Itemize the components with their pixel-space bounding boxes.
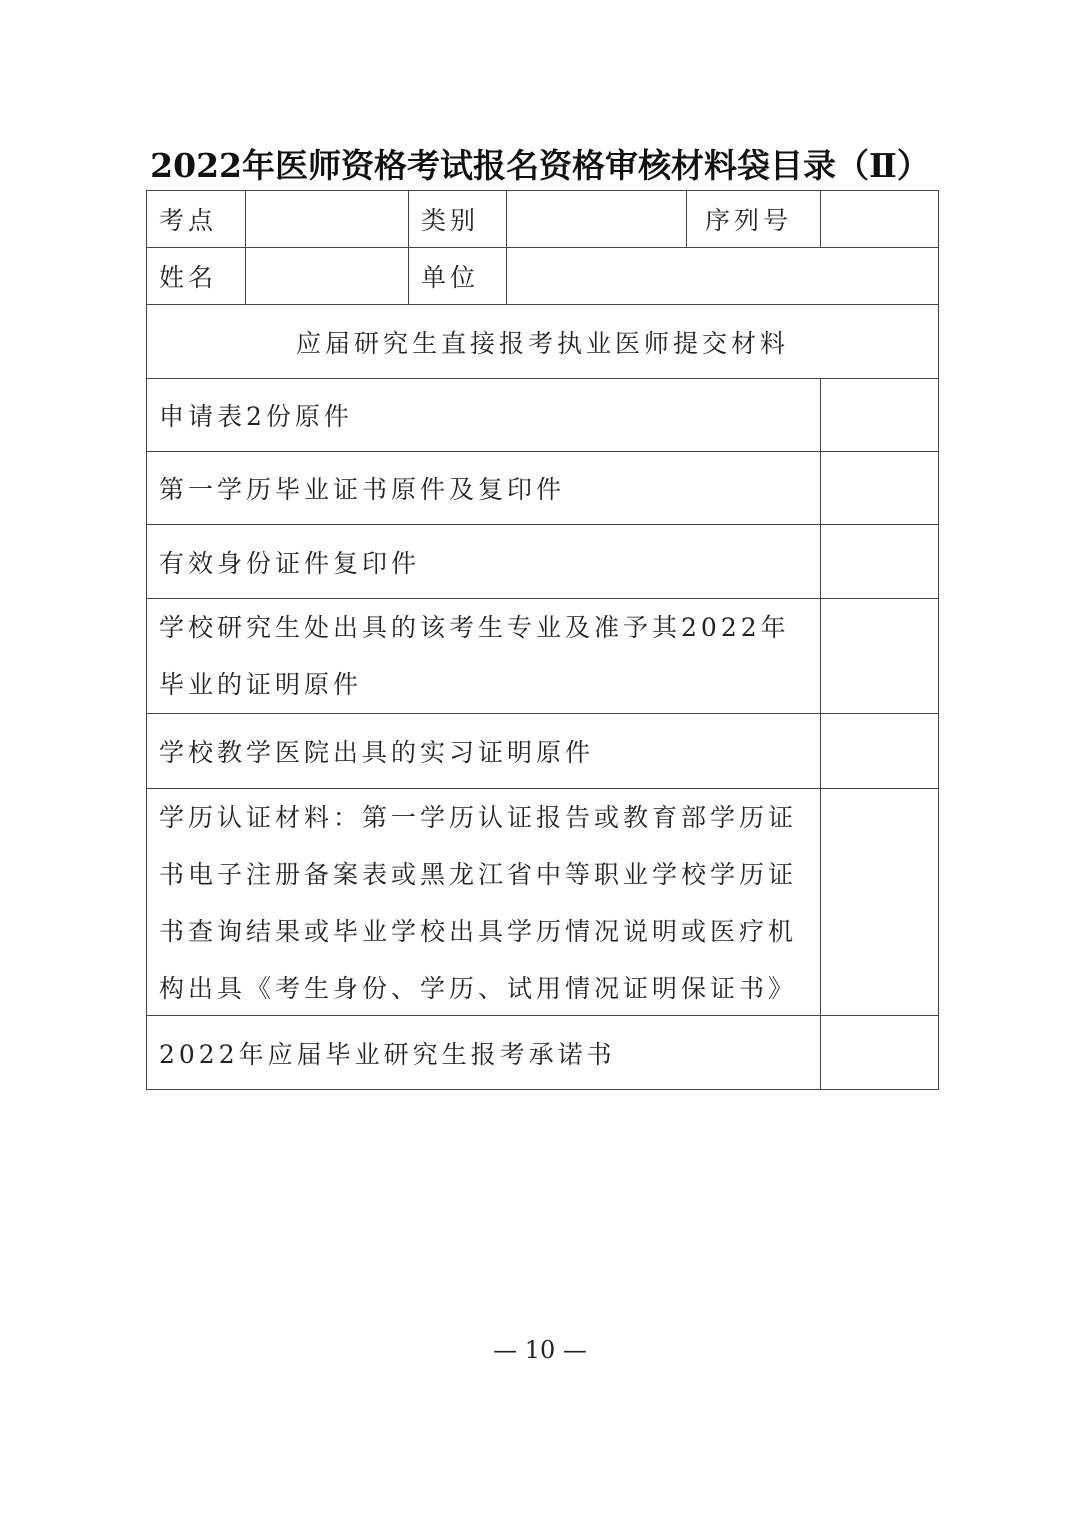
exam-site-field[interactable]	[245, 190, 409, 248]
category-field[interactable]	[506, 190, 687, 248]
item-check-cell[interactable]	[820, 1015, 939, 1090]
item-check-cell[interactable]	[820, 598, 939, 714]
item-diploma: 第一学历毕业证书原件及复印件	[146, 451, 821, 525]
item-check-cell[interactable]	[820, 524, 939, 599]
serial-label: 序列号	[686, 190, 821, 248]
exam-site-label: 考点	[146, 190, 246, 248]
item-graduation-proof: 学校研究生处出具的该考生专业及准予其2022年毕业的证明原件	[146, 598, 821, 714]
page-number: — 10 —	[493, 1336, 587, 1364]
unit-field[interactable]	[506, 247, 939, 305]
item-check-cell[interactable]	[820, 713, 939, 789]
item-internship-proof: 学校教学医院出具的实习证明原件	[146, 713, 821, 789]
name-label: 姓名	[146, 247, 246, 305]
item-education-certification: 学历认证材料：第一学历认证报告或教育部学历证书电子注册备案表或黑龙江省中等职业学校学历证书查询结果或毕业学校出具学历情况说明或医疗机构出具《考生身份、学历、试用情况证明保证书》	[146, 788, 821, 1016]
item-commitment-letter: 2022年应届毕业研究生报考承诺书	[146, 1015, 821, 1090]
name-field[interactable]	[245, 247, 409, 305]
item-check-cell[interactable]	[820, 378, 939, 452]
page-title: 2022年医师资格考试报名资格审核材料袋目录（Ⅱ）	[150, 146, 930, 185]
serial-field[interactable]	[820, 190, 939, 248]
item-check-cell[interactable]	[820, 451, 939, 525]
category-label: 类别	[408, 190, 507, 248]
unit-label: 单位	[408, 247, 507, 305]
section-title: 应届研究生直接报考执业医师提交材料	[146, 304, 939, 379]
item-check-cell[interactable]	[820, 788, 939, 1016]
item-application-form: 申请表2份原件	[146, 378, 821, 452]
item-id-copy: 有效身份证件复印件	[146, 524, 821, 599]
